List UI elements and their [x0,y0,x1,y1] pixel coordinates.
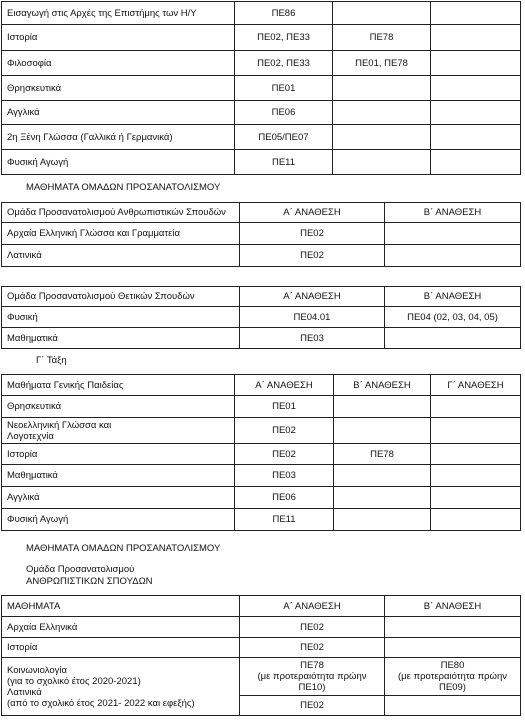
subject-cell: Μαθηματικά [2,328,240,349]
assignment-b-cell [334,396,431,418]
table-row [2,328,521,349]
assignment-b-cell: ΠΕ01, ΠΕ78 [333,51,431,76]
assignment-a-cell: ΠΕ02, ΠΕ33 [235,25,333,51]
subject-cell: Θρησκευτικά [2,396,235,418]
subject-cell: Αγγλικά [2,101,235,125]
assignment-b-cell [385,245,521,267]
assignment-c-cell [431,396,521,418]
assignment-c-cell [431,487,521,509]
subject-cell: 2η Ξένη Γλώσσα (Γαλλικά ή Γερμανικά) [2,125,235,150]
cell-line: (με προτεραιότητα πρώην [257,671,367,682]
table-header-row [2,596,521,617]
subject-cell: Φυσική Αγωγή [2,150,235,175]
assignment-a-cell: ΠΕ06 [235,101,333,125]
subject-cell [2,658,240,716]
subject-cell: Αρχαία Ελληνική Γλώσσα και Γραμματεία [2,223,240,245]
subject-cell: Ιστορία [2,25,235,51]
assignment-c-cell [431,125,521,150]
assignment-b-cell [334,487,431,509]
table-row [2,418,521,444]
table-row [2,245,521,267]
assignment-a-cell: ΠΕ86 [235,2,333,25]
subject-cell: Εισαγωγή στις Αρχές της Επιστήμης των Η/Υ [2,2,235,25]
subject-cell: Θρησκευτικά [2,76,235,101]
assignment-b-header: Β΄ ΑΝΑΘΕΣΗ [334,375,431,396]
table-row [2,487,521,509]
general-subjects-table-b [1,1,521,175]
table-header-row [2,287,521,307]
table-row [2,307,521,328]
assignment-b-header: Β΄ ΑΝΑΘΕΣΗ [385,203,521,223]
table-row [2,76,521,101]
assignment-b-cell: ΠΕ78 [334,444,431,465]
assignment-b-cell [333,125,431,150]
assignment-a-cell: ΠΕ11 [235,150,333,175]
subject-line: Κοινωνιολογία [7,664,67,676]
subject-cell: Φυσική [2,307,240,328]
assignment-c-cell [431,2,521,25]
assignment-a-header: Α΄ ΑΝΑΘΕΣΗ [235,375,334,396]
subject-cell: Φιλοσοφία [2,51,235,76]
table-row [2,125,521,150]
table-row [2,223,521,245]
grade-c-heading: Γ΄ Τάξη [36,355,67,366]
assignment-b-cell [385,617,521,638]
grade-c-general-table [1,374,521,531]
assignment-c-cell [431,465,521,487]
table-row [2,617,521,638]
assignment-b-cell: ΠΕ04 (02, 03, 04, 05) [385,307,521,328]
assignment-a-cell: ΠΕ05/ΠΕ07 [235,125,333,150]
assignment-b-cell [333,2,431,25]
subject-line: Λατινικά [7,686,42,698]
subject-cell: Ιστορία [2,638,240,658]
assignment-b-header: Β΄ ΑΝΑΘΕΣΗ [385,596,521,617]
table-row [2,509,521,531]
assignment-c-cell [431,444,521,465]
subject-cell: Αρχαία Ελληνικά [2,617,240,638]
table-row [2,25,521,51]
assignment-b-header: Β΄ ΑΝΑΘΕΣΗ [385,287,521,307]
grade-c-humanities-table [1,595,521,716]
assignment-c-cell [431,509,521,531]
assignment-b-cell [385,658,521,696]
subject-line: Νεοελληνική Γλώσσα και [7,419,112,431]
table-row [2,51,521,76]
orientation-groups-heading-c: ΜΑΘΗΜΑΤΑ ΟΜΑΔΩΝ ΠΡΟΣΑΝΑΤΟΛΙΣΜΟΥ [26,543,221,554]
assignment-c-cell [431,51,521,76]
assignment-a-cell: ΠΕ03 [235,465,334,487]
assignment-b-cell [385,223,521,245]
assignment-a-cell: ΠΕ02 [240,245,385,267]
assignment-c-header: Γ΄ ΑΝΑΘΕΣΗ [431,375,521,396]
cell-line: ΠΕ80 [440,660,465,671]
table-row [2,2,521,25]
assignment-c-cell [431,25,521,51]
assignment-b-cell [334,465,431,487]
assignment-a-cell: ΠΕ02 [240,638,385,658]
group-header-cell: Ομάδα Προσανατολισμού Ανθρωπιστικών Σπουδών [2,203,240,223]
table-row [2,444,521,465]
assignment-a-cell: ΠΕ02 [240,223,385,245]
assignment-a-header: Α΄ ΑΝΑΘΕΣΗ [240,287,385,307]
assignment-b-cell [334,509,431,531]
assignment-a-cell [240,658,385,696]
group-header-cell: Ομάδα Προσανατολισμού Θετικών Σπουδών [2,287,240,307]
assignment-a-cell: ΠΕ02, ΠΕ33 [235,51,333,76]
assignment-a-cell: ΠΕ01 [235,76,333,101]
assignment-b-cell [385,696,521,716]
subject-line: (για το σχολικό έτος 2020-2021) [7,675,141,687]
subject-line: Λογοτεχνία [7,430,54,442]
cell-line: ΠΕ78 [300,660,324,671]
table-header-row [2,375,521,396]
assignment-b-cell: ΠΕ78 [333,25,431,51]
table-row [2,638,521,658]
assignment-c-cell [431,418,521,444]
subject-line: (από το σχολικό έτος 2021- 2022 και εφεξής) [7,697,195,709]
humanities-heading: ΑΝΘΡΩΠΙΣΤΙΚΩΝ ΣΠΟΥΔΩΝ [26,576,153,587]
assignment-b-cell [333,76,431,101]
assignment-c-cell [431,150,521,175]
table-row [2,101,521,125]
table-header-row [2,203,521,223]
assignment-b-cell [334,418,431,444]
subject-cell: Ιστορία [2,444,235,465]
group-header-cell: Μαθήματα Γενικής Παιδείας [2,375,235,396]
assignment-a-cell: ΠΕ02 [240,617,385,638]
cell-line: ΠΕ09) [439,682,466,693]
assignment-b-cell [385,328,521,349]
cell-line: ΠΕ10) [298,682,326,693]
table-row [2,465,521,487]
assignment-a-cell: ΠΕ11 [235,509,334,531]
assignment-a-cell: ΠΕ02 [235,444,334,465]
assignment-a-cell: ΠΕ01 [235,396,334,418]
assignment-a-cell: ΠΕ02 [240,696,385,716]
subjects-header-cell: ΜΑΘΗΜΑΤΑ [2,596,240,617]
assignment-b-cell [333,101,431,125]
assignment-a-header: Α΄ ΑΝΑΘΕΣΗ [240,596,385,617]
assignment-a-cell: ΠΕ02 [235,418,334,444]
humanities-group-table-b [1,202,521,267]
orientation-group-heading: Ομάδα Προσανατολισμού [26,564,135,575]
subject-cell: Αγγλικά [2,487,235,509]
assignment-b-cell [333,150,431,175]
cell-line: (με προτεραιότητα πρώην [398,671,507,682]
table-row [2,150,521,175]
table-row [2,658,521,696]
orientation-groups-heading: ΜΑΘΗΜΑΤΑ ΟΜΑΔΩΝ ΠΡΟΣΑΝΑΤΟΛΙΣΜΟΥ [26,182,221,193]
sciences-group-table-b [1,286,521,349]
assignment-a-cell: ΠΕ03 [240,328,385,349]
subject-cell: Φυσική Αγωγή [2,509,235,531]
subject-cell [2,418,235,444]
assignment-a-cell: ΠΕ06 [235,487,334,509]
assignment-a-cell: ΠΕ04.01 [240,307,385,328]
assignment-c-cell [431,101,521,125]
table-row [2,396,521,418]
subject-cell: Μαθηματικά [2,465,235,487]
assignment-b-cell [385,638,521,658]
assignment-a-header: Α΄ ΑΝΑΘΕΣΗ [240,203,385,223]
subject-cell: Λατινικά [2,245,240,267]
assignment-c-cell [431,76,521,101]
